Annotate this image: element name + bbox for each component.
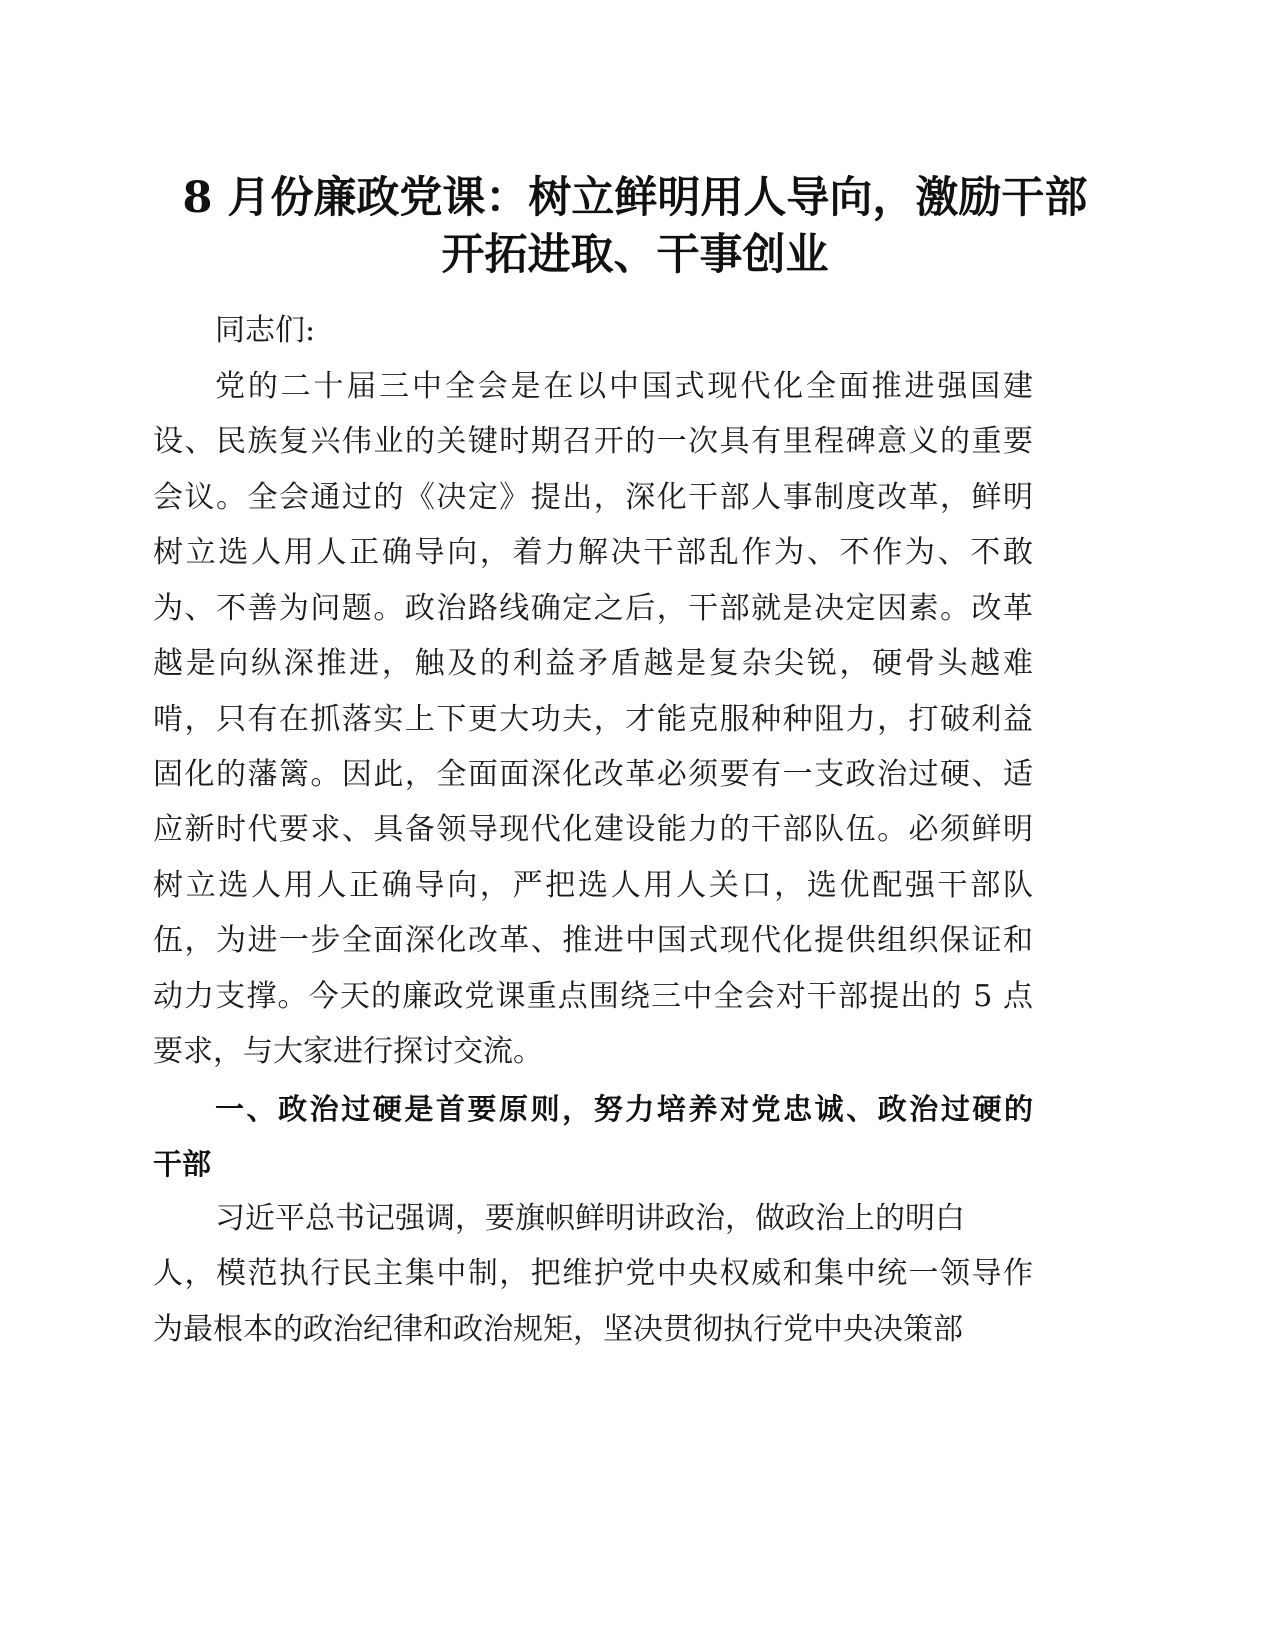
paragraph-1-line: 会议。全会通过的《决定》提出，深化干部人事制度改革，鲜明 <box>153 480 1033 515</box>
paragraph-1-line: 树立选人用人正确导向，着力解决干部乱作为、不作为、不敢 <box>153 535 1033 570</box>
paragraph-1-line: 树立选人用人正确导向，严把选人用人关口，选优配强干部队 <box>153 868 1033 903</box>
paragraph-1-line: 要求，与大家进行探讨交流。 <box>153 1034 543 1069</box>
paragraph-1-line: 为、不善为问题。政治路线确定之后，干部就是决定因素。改革 <box>153 591 1033 626</box>
document-title-line-2: 开拓进取、干事创业 <box>441 230 829 280</box>
paragraph-2-line: 人，模范执行民主集中制，把维护党中央权威和集中统一领导作 <box>153 1256 1033 1291</box>
paragraph-2-line: 为最根本的政治纪律和政治规矩，坚决贯彻执行党中央决策部 <box>153 1312 963 1347</box>
salutation: 同志们: <box>215 313 316 348</box>
document-title-line-1: 8 月份廉政党课：树立鲜明用人导向，激励干部 <box>182 173 1088 223</box>
section-heading-1-line: 一、政治过硬是首要原则，努力培养对党忠诚、政治过硬的 <box>215 1092 1033 1126</box>
paragraph-1-line: 伍，为进一步全面深化改革、推进中国式现代化提供组织保证和 <box>153 923 1033 958</box>
section-heading-1-line: 干部 <box>153 1147 212 1181</box>
paragraph-2-line: 习近平总书记强调，要旗帜鲜明讲政治，做政治上的明白 <box>215 1201 965 1236</box>
paragraph-1-line: 党的二十届三中全会是在以中国式现代化全面推进强国建 <box>215 369 1033 404</box>
paragraph-1-line: 应新时代要求、具备领导现代化建设能力的干部队伍。必须鲜明 <box>153 812 1033 847</box>
paragraph-1-line: 动力支撑。今天的廉政党课重点围绕三中全会对干部提出的 5 点 <box>153 979 1033 1014</box>
paragraph-1-line: 固化的藩篱。因此，全面面深化改革必须要有一支政治过硬、适 <box>153 757 1033 792</box>
paragraph-1-line: 啃，只有在抓落实上下更大功夫，才能克服种种阻力，打破利益 <box>153 702 1033 737</box>
paragraph-1-line: 越是向纵深推进，触及的利益矛盾越是复杂尖锐，硬骨头越难 <box>153 646 1033 681</box>
paragraph-1-line: 设、民族复兴伟业的关键时期召开的一次具有里程碑意义的重要 <box>153 424 1033 459</box>
